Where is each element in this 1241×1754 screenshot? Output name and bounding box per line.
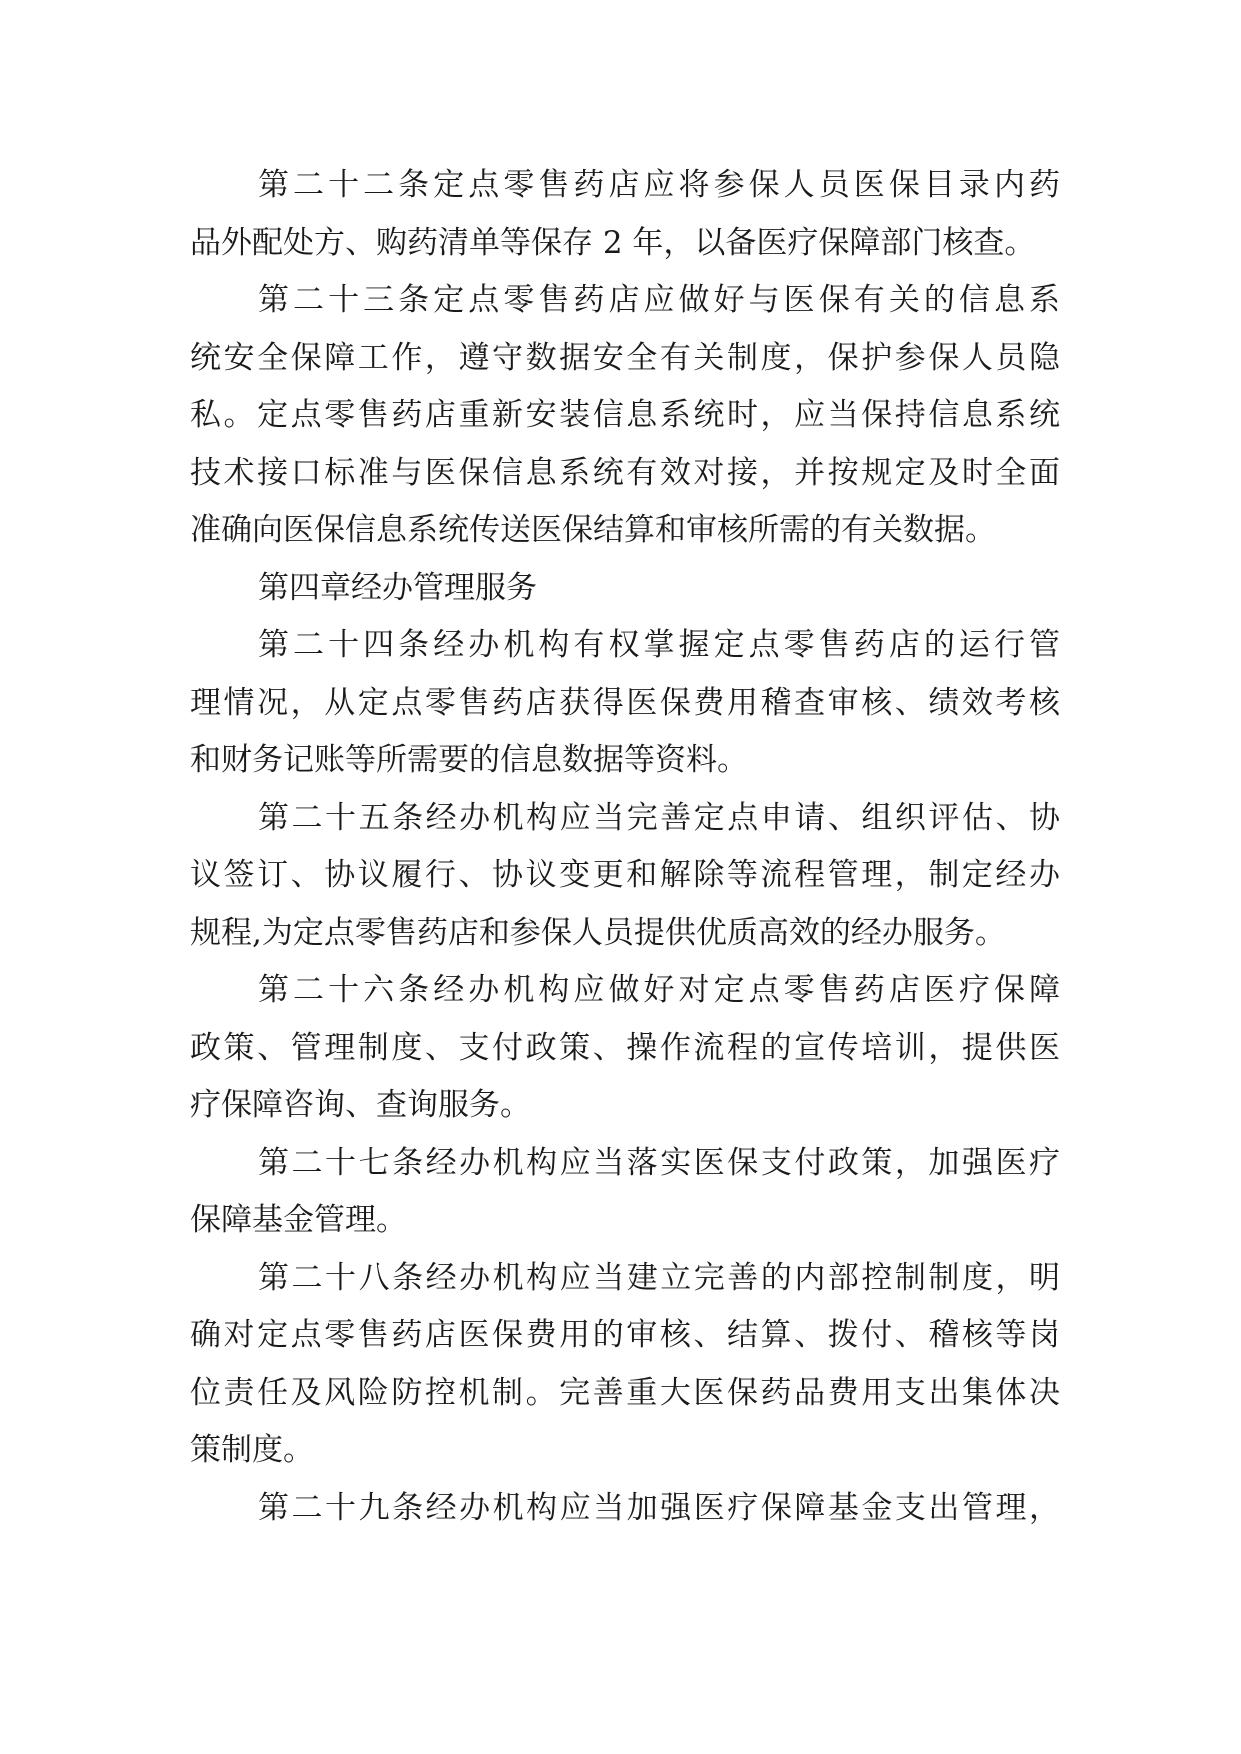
text-line: 第二十五条经办机构应当完善定点申请、组织评估、协 bbox=[258, 799, 1060, 836]
text-line: 第二十三条定点零售药店应做好与医保有关的信息系 bbox=[258, 282, 1060, 318]
text-line: 第二十四条经办机构有权掌握定点零售药店的运行管 bbox=[258, 627, 1060, 663]
text-line: 确对定点零售药店医保费用的审核、结算、拨付、稽核等岗 bbox=[190, 1317, 1060, 1353]
chapter-heading: 第四章经办管理服务 bbox=[258, 569, 537, 606]
text-line: 规程,为定点零售药店和参保人员提供优质高效的经办服务。 bbox=[190, 914, 1006, 951]
text-line: 第二十九条经办机构应当加强医疗保障基金支出管理， bbox=[258, 1489, 1060, 1526]
text-line: 统安全保障工作，遵守数据安全有关制度，保护参保人员隐 bbox=[190, 339, 1060, 376]
text-line: 准确向医保信息系统传送医保结算和审核所需的有关数据。 bbox=[190, 512, 996, 548]
text-line: 保障基金管理。 bbox=[190, 1202, 407, 1238]
text-line: 第二十六条经办机构应做好对定点零售药店医疗保障 bbox=[258, 972, 1060, 1008]
text-line: 第二十二条定点零售药店应将参保人员医保目录内药 bbox=[258, 167, 1060, 203]
text-line: 私。定点零售药店重新安装信息系统时，应当保持信息系统 bbox=[190, 397, 1060, 433]
document-body bbox=[190, 157, 1060, 1537]
text-line: 技术接口标准与医保信息系统有效对接，并按规定及时全面 bbox=[190, 454, 1060, 491]
text-line: 政策、管理制度、支付政策、操作流程的宣传培训，提供医 bbox=[190, 1029, 1060, 1066]
text-line: 疗保障咨询、查询服务。 bbox=[190, 1087, 531, 1123]
text-line: 位责任及风险防控机制。完善重大医保药品费用支出集体决 bbox=[190, 1374, 1060, 1411]
text-line: 品外配处方、购药清单等保存 2 年，以备医疗保障部门核查。 bbox=[190, 224, 1036, 261]
text-line: 和财务记账等所需要的信息数据等资料。 bbox=[190, 742, 748, 778]
text-line: 理情况，从定点零售药店获得医保费用稽查审核、绩效考核 bbox=[190, 684, 1060, 721]
text-line: 议签订、协议履行、协议变更和解除等流程管理，制定经办 bbox=[190, 857, 1060, 893]
text-line: 第二十八条经办机构应当建立完善的内部控制制度，明 bbox=[258, 1259, 1060, 1296]
text-line: 策制度。 bbox=[190, 1432, 314, 1468]
text-line: 第二十七条经办机构应当落实医保支付政策，加强医疗 bbox=[258, 1144, 1060, 1181]
